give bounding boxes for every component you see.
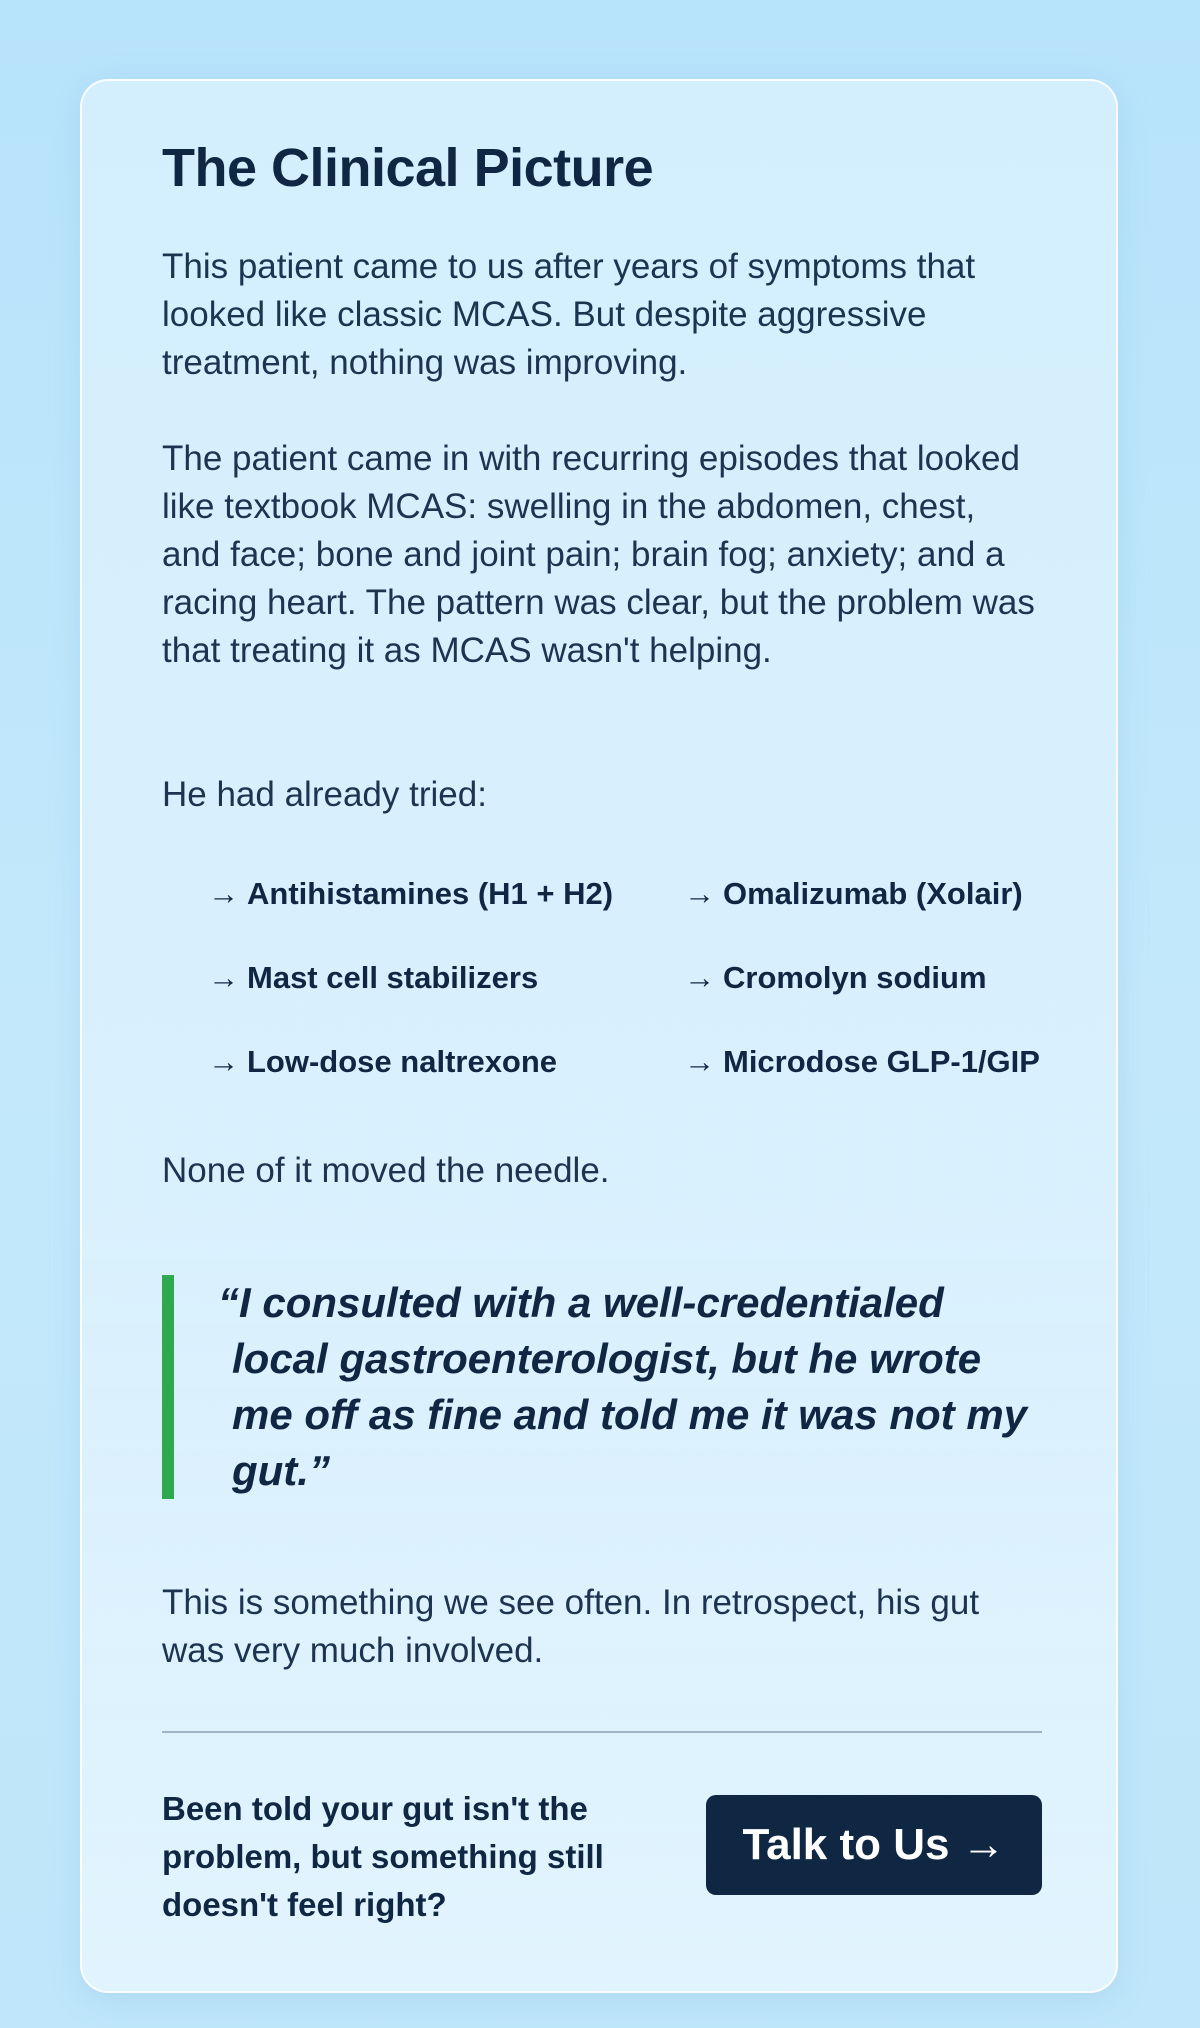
arrow-right-icon: → xyxy=(208,1044,239,1079)
arrow-right-icon: → xyxy=(208,876,239,911)
section-title: The Clinical Picture xyxy=(162,138,654,198)
tried-lead-text: He had already tried: xyxy=(162,775,487,814)
treatment-item: → Mast cell stabilizers xyxy=(208,960,539,995)
treatment-item: → Low-dose naltrexone xyxy=(208,1044,558,1079)
treatment-item: → Microdose GLP-1/GIP xyxy=(684,1044,1040,1079)
arrow-right-icon: → xyxy=(208,960,239,995)
followup-paragraph: This is something we see often. In retrospect, his gut was very much involved. xyxy=(162,1583,980,1670)
outcome-text: None of it moved the needle. xyxy=(162,1151,610,1190)
treatment-item: → Cromolyn sodium xyxy=(684,960,987,995)
arrow-right-icon: → xyxy=(961,1820,1006,1869)
arrow-right-icon: → xyxy=(684,876,715,911)
divider xyxy=(162,1731,1042,1733)
talk-to-us-label: Talk to Us xyxy=(742,1820,950,1869)
treatment-item: → Antihistamines (H1 + H2) xyxy=(208,876,614,911)
cta-question: Been told your gut isn't the problem, but something still doesn't feel right? xyxy=(162,1790,604,1923)
symptoms-paragraph: The patient came in with recurring episodes that looked like textbook MCAS: swelling in the abdomen, chest, and face; bone and joint pain; brain fog; anxiety; and a racing heart. The pattern was clear, but the problem was that treating it as MCAS wasn't helping. xyxy=(162,439,1035,670)
quote-text: “I consulted with a well-credentialed local gastroenterologist, but he wrote me off as fine and told me it was not my gut.” xyxy=(218,1279,1028,1494)
intro-paragraph: This patient came to us after years of symptoms that looked like classic MCAS. But despite aggressive treatment, nothing was improving. xyxy=(162,247,976,382)
patient-quote xyxy=(162,1275,1042,1499)
talk-to-us-button[interactable] xyxy=(706,1795,1042,1895)
arrow-right-icon: → xyxy=(684,1044,715,1079)
arrow-right-icon: → xyxy=(684,960,715,995)
clinical-picture-card xyxy=(80,79,1118,1993)
treatment-list xyxy=(208,873,1088,1083)
treatment-item: → Omalizumab (Xolair) xyxy=(684,876,1023,911)
